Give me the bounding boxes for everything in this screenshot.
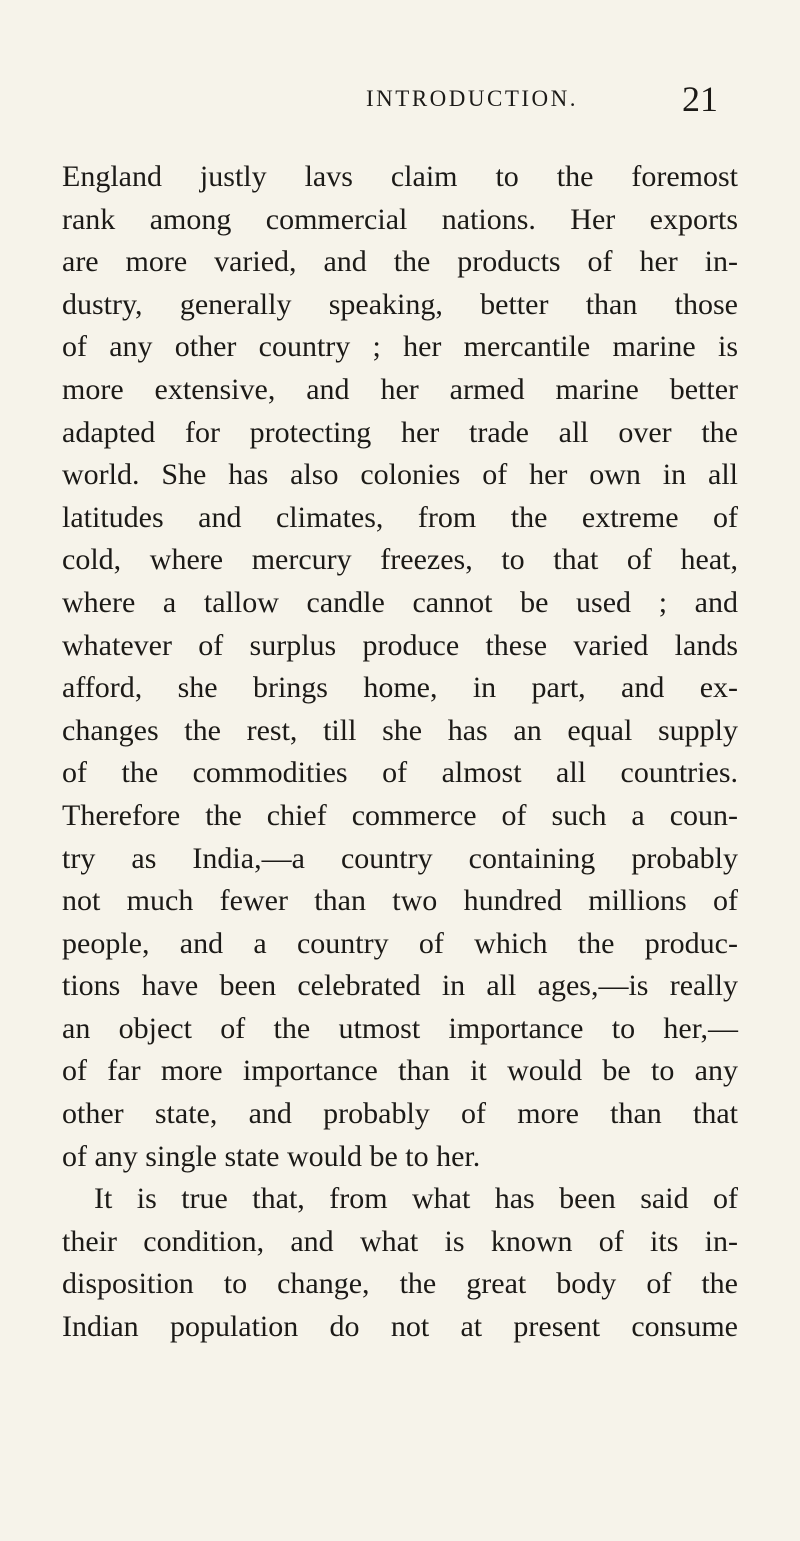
text-line: world. She has also colonies of her own in all [62,458,738,492]
text-line: afford, she brings home, in part, and ex- [62,671,738,705]
text-line: England justly lavs claim to the foremost [62,160,738,193]
text-line: are more varied, and the products of her in- [62,245,738,279]
running-head [0,78,800,128]
text-line: Indian population do not at present consume [62,1310,738,1344]
text-line: whatever of surplus produce these varied lands [62,628,738,662]
text-line: tions have been celebrated in all ages,—is really [62,969,738,1003]
text-line: not much fewer than two hundred millions of [62,884,738,918]
body-text [62,156,738,1349]
text-line: latitudes and climates, from the extreme of [62,500,738,534]
text-line: other state, and probably of more than that [62,1097,738,1131]
text-line: of far more importance than it would be to any [62,1054,738,1088]
text-line: where a tallow candle cannot be used ; and [62,585,738,619]
text-line: adapted for protecting her trade all over the [62,415,738,449]
running-title: INTRODUCTION. [366,86,579,111]
text-line: of the commodities of almost all countries. [62,756,738,790]
text-line: rank among commercial nations. Her exports [62,202,738,236]
text-line: It is true that, from what has been said of [94,1182,738,1216]
text-line: their condition, and what is known of its in- [62,1224,738,1258]
text-line: cold, where mercury freezes, to that of heat, [62,543,738,577]
text-line: of any other country ; her mercantile marine is [62,330,738,364]
text-line: an object of the utmost importance to her,— [62,1011,738,1045]
text-line: people, and a country of which the produc- [62,926,738,960]
text-line: changes the rest, till she has an equal supply [62,713,738,747]
text-line: dustry, generally speaking, better than those [62,287,738,321]
text-line: disposition to change, the great body of the [62,1267,738,1301]
text-line: Therefore the chief commerce of such a coun- [62,798,738,832]
text-line: more extensive, and her armed marine better [62,372,738,406]
page-number: 21 [682,79,718,119]
text-line: try as India,—a country containing probably [62,841,738,875]
text-line: of any single state would be to her. [62,1139,481,1173]
